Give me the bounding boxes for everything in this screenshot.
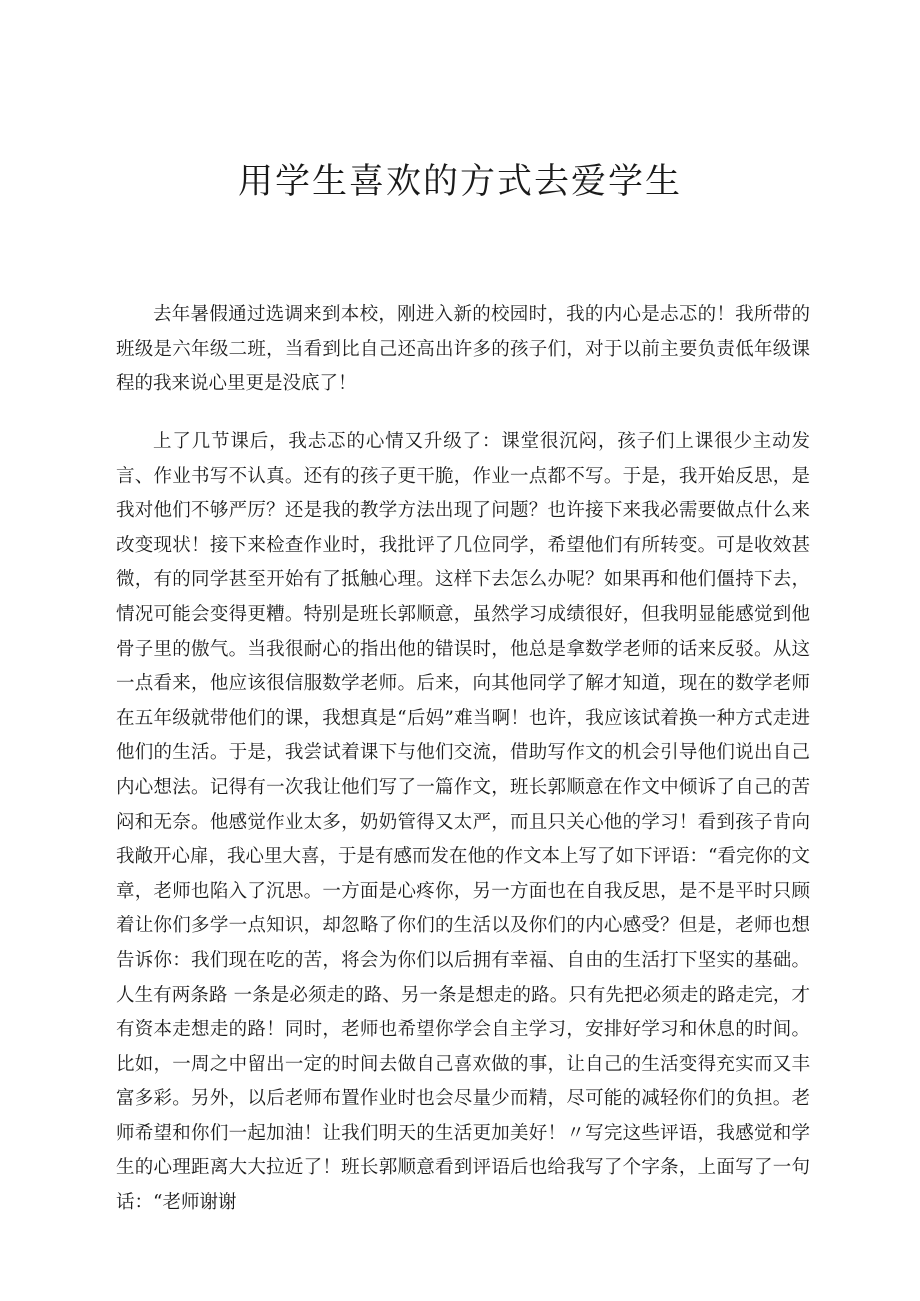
paragraph-1: 去年暑假通过选调来到本校，刚进入新的校园时，我的内心是忐忑的！我所带的班级是六年级二班，当看到比自己还高出许多的孩子们，对于以前主要负责低年级课程的我来说心里更是没底了！: [116, 304, 810, 395]
paragraph-2: 上了几节课后，我忐忑的心情又升级了：课堂很沉闷，孩子们上课很少主动发言、作业书写不认真。还有的孩子更干脆，作业一点都不写。于是，我开始反思，是我对他们不够严厉？还是我的教学方法出现了问题？也许接下来我必需要做点什么来改变现状！接下来检查作业时，我批评了几位同学，希望他们有所转变。可是收效甚微，有的同学甚至开始有了抵触心理。这样下去怎么办呢？如果再和他们僵持下去，情况可能会变得更糟。特别是班长郭顺意，虽然学习成绩很好，但我明显能感觉到他骨子里的傲气。当我很耐心的指出他的错误时，他总是拿数学老师的话来反驳。从这一点看来，他应该很信服数学老师。后来，向其他同学了解才知道，现在的数学老师在五年级就带他们的课，我想真是“后妈”难当啊！也许，我应该试着换一种方式走进他们的生活。于是，我尝试着课下与他们交流，借助写作文的机会引导他们说出自己内心想法。记得有一次我让他们写了一篇作文，班长郭顺意在作文中倾诉了自己的苦闷和无奈。他感觉作业太多，奶奶管得又太严，而且只关心他的学习！看到孩子肯向我敞开心扉，我心里大喜，于是有感而发在他的作文本上写了如下评语：“看完你的文章，老师也陷入了沉思。一方面是心疼你，另一方面也在自我反思，是不是平时只顾着让你们多学一点知识，却忽略了你们的生活以及你们的内心感受？但是，老师也想告诉你：我们现在吃的苦，将会为你们以后拥有幸福、自由的生活打下坚实的基础。人生有两条路 一条是必须走的路、另一条是想走的路。只有先把必须走的路走完，才有资本走想走的路！同时，老师也希望你学会自主学习，安排好学习和休息的时间。比如，一周之中留出一定的时间去做自己喜欢做的事，让自己的生活变得充实而又丰富多彩。另外，以后老师布置作业时也会尽量少而精，尽可能的减轻你们的负担。老师希望和你们一起加油！让我们明天的生活更加美好！〃写完这些评语，我感觉和学生的心理距离大大拉近了！班长郭顺意看到评语后也给我写了个字条，上面写了一句话：“老师谢谢: [116, 431, 810, 1214]
document-title: 用学生喜欢的方式去爱学生: [237, 162, 682, 202]
